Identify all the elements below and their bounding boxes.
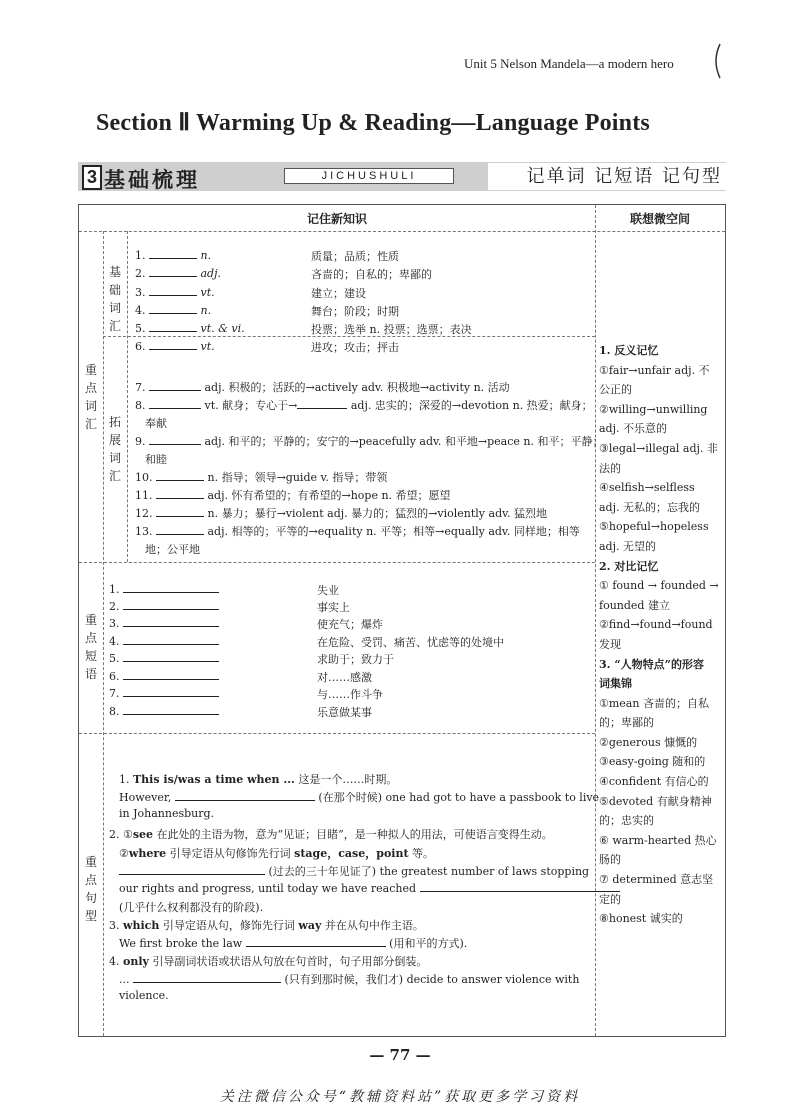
expand-word-row: 11. adj. 怀有希望的；有希望的→hope n. 希望；愿望: [135, 489, 451, 502]
answer-blank[interactable]: [123, 582, 219, 593]
phrase-meaning: 在危险、受罚、痛苦、忧虑等的处境中: [317, 636, 504, 649]
note-line: ④confident 有信心的: [599, 775, 709, 789]
column-divider: [595, 205, 596, 1036]
note-line: ⑥ warm-hearted 热心: [599, 833, 717, 847]
banner-subtitle: 记单词 记短语 记句型: [488, 163, 726, 190]
category-phrases: 重点短语: [84, 613, 97, 681]
answer-blank[interactable]: [123, 704, 219, 715]
sentence-2-example-end: (几乎什么权利都没有的阶段).: [119, 901, 264, 914]
basic-word-row: 5. vt. & vi.: [135, 322, 245, 335]
sentence-2-where: ②where 引导定语从句修饰先行词 stage，case，point 等。: [119, 847, 435, 860]
note-line: 发现: [599, 637, 621, 651]
note-line: ②find→found→found: [599, 618, 713, 632]
answer-blank[interactable]: [123, 599, 219, 610]
basic-word-row: 6. vt.: [135, 340, 215, 353]
answer-blank[interactable]: [123, 651, 219, 662]
answer-blank[interactable]: [156, 470, 204, 481]
answer-blank[interactable]: [246, 936, 386, 947]
answer-blank[interactable]: [149, 434, 201, 445]
page-number: — 77 —: [369, 1046, 431, 1064]
basic-word-meaning: 投票；选举 n. 投票；选票；表决: [311, 323, 472, 336]
table-header-row: [79, 205, 725, 232]
answer-blank[interactable]: [133, 972, 281, 983]
divider-phrase-sentence: [79, 733, 595, 734]
subcategory-column-line: [127, 231, 128, 562]
expand-word-row-cont: 奉献: [145, 417, 167, 430]
answer-blank[interactable]: [175, 790, 315, 801]
divider-vocab-phrase: [79, 562, 595, 563]
phrase-row: 7.: [109, 686, 219, 700]
banner-pinyin: JICHUSHULI: [284, 168, 454, 184]
answer-blank[interactable]: [123, 616, 219, 627]
basic-word-row: 4. n.: [135, 304, 212, 317]
basic-word-row: 2. adj.: [135, 267, 222, 280]
section-title: Section Ⅱ Warming Up & Reading—Language Points: [96, 110, 650, 136]
answer-blank[interactable]: [149, 398, 201, 409]
phrase-row: 2.: [109, 599, 219, 613]
sentence-4-cont: violence.: [119, 989, 169, 1002]
basic-word-row: 1. n.: [135, 249, 212, 262]
sentence-1-example: However, (在那个时候) one had got to have a passbook to live: [119, 791, 600, 804]
note-line: ③easy-going 随和的: [599, 755, 706, 769]
category-sentences: 重点句型: [84, 855, 97, 923]
note-heading: 2. 对比记忆: [599, 559, 659, 573]
phrase-meaning: 事实上: [317, 601, 350, 614]
expand-word-row: 7. adj. 积极的；活跃的→actively adv. 积极地→activity n. 活动: [135, 381, 510, 394]
banner-title: 基础梳理: [104, 167, 200, 192]
note-heading-cont: 词集锦: [599, 677, 632, 691]
category-column-line: [103, 231, 104, 1036]
phrase-row: 4.: [109, 634, 219, 648]
note-line: 的；卑鄙的: [599, 716, 654, 730]
answer-blank[interactable]: [297, 398, 347, 409]
note-line: ④selfish→selfless: [599, 481, 695, 495]
sentence-2: 2. ①see 在此处的主语为物，意为“见证；目睹”，是一种拟人的用法，可使语言变得生动。: [109, 828, 553, 841]
answer-blank[interactable]: [149, 266, 197, 277]
phrase-row: 1.: [109, 582, 219, 596]
banner-number: 3: [82, 165, 102, 190]
basic-word-meaning: 进攻；攻击；抨击: [311, 341, 399, 354]
note-line: ②generous 慷慨的: [599, 735, 698, 749]
note-heading: 1. 反义记忆: [599, 344, 659, 357]
answer-blank[interactable]: [156, 524, 204, 535]
answer-blank[interactable]: [149, 248, 197, 259]
sentence-4-example: ... (只有到那时候，我们才) decide to answer violence with: [119, 973, 580, 986]
category-expand-vocab: 拓展词汇: [108, 415, 121, 483]
phrase-row: 6.: [109, 669, 219, 683]
note-line: adj. 无望的: [599, 539, 657, 553]
phrase-row: 8.: [109, 704, 219, 718]
expand-word-row: 13. adj. 相等的；平等的→equality n. 平等；相等→equally adv. 同样地；相等: [135, 525, 580, 538]
sentence-3: 3. which 引导定语从句，修饰先行词 way 并在从句中作主语。: [109, 919, 424, 932]
answer-blank[interactable]: [149, 380, 201, 391]
expand-word-row: 12. n. 暴力；暴行→violent adj. 暴力的；猛烈的→violently adv. 猛烈地: [135, 507, 548, 520]
phrase-meaning: 求助于；致力于: [317, 653, 394, 666]
section-banner: [78, 162, 726, 191]
sentence-4: 4. only 引导副词状语或状语从句放在句首时，句子用部分倒装。: [109, 955, 428, 968]
memory-notes: [599, 341, 723, 929]
basic-word-meaning: 舞台；阶段；时期: [311, 305, 399, 318]
note-line: ⑤devoted 有献身精神: [599, 794, 712, 808]
answer-blank[interactable]: [156, 488, 204, 499]
basic-word-meaning: 质量；品质；性质: [311, 250, 399, 263]
phrase-meaning: 乐意做某事: [317, 706, 372, 719]
expand-word-row: 9. adj. 和平的；平静的；安宁的→peacefully adv. 和平地→peace n. 和平；平静；: [135, 435, 604, 448]
phrase-row: 5.: [109, 651, 219, 665]
sentence-1: 1. This is/was a time when ... 这是一个……时期。: [119, 773, 398, 786]
phrase-meaning: 使充气；爆炸: [317, 618, 383, 631]
note-line: 法的: [599, 461, 621, 475]
answer-blank[interactable]: [123, 686, 219, 697]
note-line: ⑤hopeful→hopeless: [599, 520, 709, 534]
answer-blank[interactable]: [119, 864, 265, 875]
footer-note: 关注微信公众号“教辅资料站”获取更多学习资料: [219, 1089, 581, 1105]
answer-blank[interactable]: [149, 339, 197, 350]
note-line: ⑦ determined 意志坚: [599, 873, 714, 887]
note-line: ⑧honest 诚实的: [599, 912, 683, 926]
category-vocab: 重点词汇: [84, 363, 97, 431]
note-line: ① found → founded →: [599, 579, 719, 593]
phrase-meaning: 失业: [317, 584, 339, 597]
note-line: 公正的: [599, 383, 632, 397]
note-line: ①mean 吝啬的；自私: [599, 696, 709, 710]
note-line: 的；忠实的: [599, 814, 654, 828]
note-line: 肠的: [599, 853, 621, 867]
expand-word-row-cont: 地；公平地: [145, 543, 200, 556]
sentence-3-example: We first broke the law (用和平的方式).: [119, 937, 468, 950]
answer-blank[interactable]: [420, 881, 620, 892]
sentence-2-example: (过去的三十年见证了) the greatest number of laws stopping: [119, 863, 589, 879]
answer-blank[interactable]: [149, 303, 197, 314]
note-line: ②willing→unwilling: [599, 402, 708, 416]
note-line: ①fair→unfair adj. 不: [599, 363, 710, 377]
knowledge-table: [78, 204, 726, 1037]
note-line: founded 建立: [599, 598, 670, 612]
answer-blank[interactable]: [156, 506, 204, 517]
phrase-meaning: 对……感激: [317, 671, 372, 684]
phrase-row: 3.: [109, 616, 219, 630]
answer-blank[interactable]: [149, 321, 197, 332]
basic-word-row: 3. vt.: [135, 286, 215, 299]
note-line: adj. 不乐意的: [599, 422, 668, 436]
basic-word-meaning: 吝啬的；自私的；卑鄙的: [311, 268, 432, 281]
answer-blank[interactable]: [123, 669, 219, 680]
table-header-left: 记住新知识: [306, 212, 367, 226]
header-curve-decoration: [712, 42, 722, 80]
table-header-right: 联想微空间: [629, 212, 690, 226]
note-line: adj. 无私的；忘我的: [599, 500, 701, 514]
answer-blank[interactable]: [149, 285, 197, 296]
expand-word-row: 10. n. 指导；领导→guide v. 指导；带领: [135, 471, 388, 484]
unit-header: Unit 5 Nelson Mandela—a modern hero: [464, 56, 674, 71]
phrase-meaning: 与……作斗争: [317, 688, 383, 701]
sentence-2-example-cont: our rights and progress, until today we have reached: [119, 881, 620, 895]
sentence-1-cont: in Johannesburg.: [119, 807, 215, 820]
note-heading: 3. “人物特点”的形容: [599, 657, 704, 671]
answer-blank[interactable]: [123, 634, 219, 645]
category-basic-vocab: 基础词汇: [108, 265, 121, 333]
note-line: 定的: [599, 892, 621, 906]
expand-word-row: 8. vt. 献身；专心于→ adj. 忠实的；深爱的→devotion n. 热爱；献身；: [135, 399, 593, 412]
note-line: ③legal→illegal adj. 非: [599, 441, 718, 455]
basic-word-meaning: 建立；建设: [311, 287, 366, 300]
expand-word-row-cont: 和睦: [145, 453, 167, 466]
